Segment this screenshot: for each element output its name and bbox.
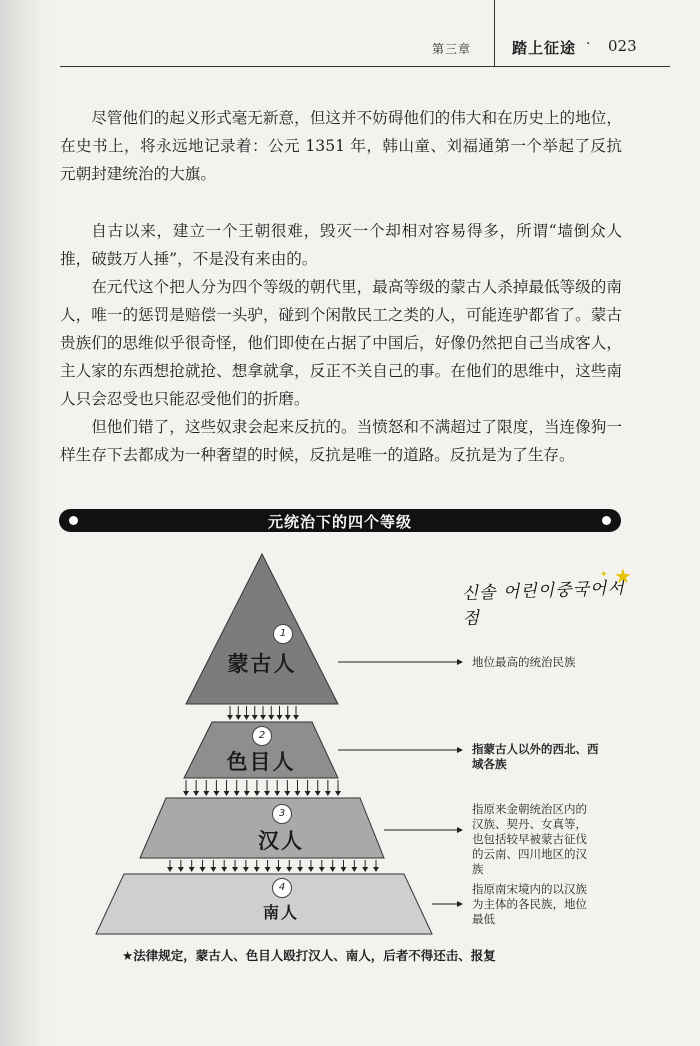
- down-arrow-head: [330, 867, 336, 872]
- arrow-row-3: [167, 860, 379, 872]
- down-arrow-head: [274, 791, 280, 796]
- down-arrow-head: [210, 867, 216, 872]
- down-arrow-head: [193, 791, 199, 796]
- banner-right-dot: [602, 516, 611, 525]
- figure-title: 元统治下的四个等级: [267, 513, 412, 531]
- down-arrow-head: [244, 715, 250, 720]
- watermark-text: 신솔 어린이중국어서점: [461, 578, 626, 629]
- tier-1-number: 1: [273, 624, 293, 644]
- chapter-title: 踏上征途: [512, 39, 577, 57]
- tier-3-description: 指原来金朝统治区内的汉族、契丹、女真等，也包括较早被蒙古征伐的云南、四川地区的汉族: [472, 802, 587, 876]
- down-arrow-head: [335, 791, 341, 796]
- down-arrow-head: [297, 867, 303, 872]
- running-header: [60, 0, 670, 67]
- down-arrow-head: [183, 791, 189, 796]
- down-arrow-head: [254, 791, 260, 796]
- down-arrow-head: [285, 715, 291, 720]
- down-arrow-head: [277, 715, 283, 720]
- down-arrow-head: [315, 791, 321, 796]
- down-arrow-head: [294, 791, 300, 796]
- paragraph-3: 在元代这个把人分为四个等级的朝代里，最高等级的蒙古人杀掉最低等级的南人，唯一的惩罚是赔偿一头驴，碰到个闲散民工之类的人，可能连驴都省了。蒙古贵族们的思维似乎很奇怪，他们即使在占据了中国后，好像仍然把自己当成客人，主人家的东西想抢就抢、想拿就拿，反正不关自己的事。在他们的思维中，这些南人只会忍受也只能忍受他们的折磨。: [60, 278, 622, 408]
- down-arrow-head: [221, 867, 227, 872]
- header-separator-dot: ·: [586, 36, 591, 52]
- down-arrow-head: [227, 715, 233, 720]
- down-arrow-head: [264, 791, 270, 796]
- header-divider: [494, 0, 495, 66]
- down-arrow-head: [203, 791, 209, 796]
- body-text: [60, 104, 622, 469]
- paragraph-4: 但他们错了，这些奴隶会起来反抗的。当愤怒和不满超过了限度，当连像狗一样生存下去都成为一种奢望的时候，反抗是唯一的道路。反抗是为了生存。: [60, 418, 622, 464]
- tier-2-label: 色目人: [226, 750, 296, 774]
- down-arrow-head: [189, 867, 195, 872]
- down-arrow-head: [254, 867, 260, 872]
- arrow-row-1: [227, 706, 299, 720]
- down-arrow-head: [252, 715, 258, 720]
- tier-4-description: 指原南宋境内的以汉族为主体的各民族，地位最低: [472, 882, 587, 926]
- tier-1-description: 地位最高的统治民族: [472, 655, 576, 669]
- down-arrow-head: [268, 715, 274, 720]
- down-arrow-head: [178, 867, 184, 872]
- chapter-label: 第三章: [432, 42, 472, 56]
- down-arrow-head: [284, 791, 290, 796]
- down-arrow-head: [234, 791, 240, 796]
- down-arrow-head: [275, 867, 281, 872]
- down-arrow-head: [260, 715, 266, 720]
- tier-3-label: 汉人: [258, 829, 304, 853]
- tier-2-number: 2: [252, 726, 272, 746]
- figure-title-banner: [59, 509, 621, 532]
- small-star-icon: ✦: [600, 570, 608, 580]
- down-arrow-head: [373, 867, 379, 872]
- arrow-row-2: [183, 780, 341, 796]
- tier-3-number: 3: [272, 804, 292, 824]
- down-arrow-head: [305, 791, 311, 796]
- down-arrow-head: [200, 867, 206, 872]
- down-arrow-head: [224, 791, 230, 796]
- down-arrow-head: [325, 791, 331, 796]
- down-arrow-head: [362, 867, 368, 872]
- tier-1-shape: [186, 554, 338, 704]
- down-arrow-head: [351, 867, 357, 872]
- down-arrow-head: [286, 867, 292, 872]
- down-arrow-head: [319, 867, 325, 872]
- tier-1-label: 蒙古人: [227, 652, 297, 676]
- paragraph-2: 自古以来，建立一个王朝很难，毁灭一个却相对容易得多，所谓“墙倒众人推，破鼓万人捶”，不是没有来由的。: [60, 222, 622, 268]
- tier-4-number: 4: [272, 878, 292, 898]
- down-arrow-head: [243, 867, 249, 872]
- tier-4-label: 南人: [262, 903, 299, 922]
- down-arrow-head: [167, 867, 173, 872]
- down-arrow-head: [308, 867, 314, 872]
- legal-note: ★法律规定，蒙古人、色目人殴打汉人、南人，后者不得还击、报复: [122, 948, 496, 963]
- down-arrow-head: [232, 867, 238, 872]
- down-arrow-head: [293, 715, 299, 720]
- down-arrow-head: [235, 715, 241, 720]
- page-number: 023: [608, 37, 637, 55]
- down-arrow-head: [265, 867, 271, 872]
- star-icon: ★: [614, 564, 632, 588]
- hierarchy-diagram: [0, 540, 700, 970]
- down-arrow-head: [213, 791, 219, 796]
- tier-2-description: 指蒙古人以外的西北、西域各族: [472, 742, 599, 771]
- down-arrow-head: [244, 791, 250, 796]
- down-arrow-head: [340, 867, 346, 872]
- paragraph-1: 尽管他们的起义形式毫无新意，但这并不妨碍他们的伟大和在历史上的地位，在史书上，将永远地记录着：公元 1351 年，韩山童、刘福通第一个举起了反抗元朝封建统治的大旗。: [60, 109, 622, 183]
